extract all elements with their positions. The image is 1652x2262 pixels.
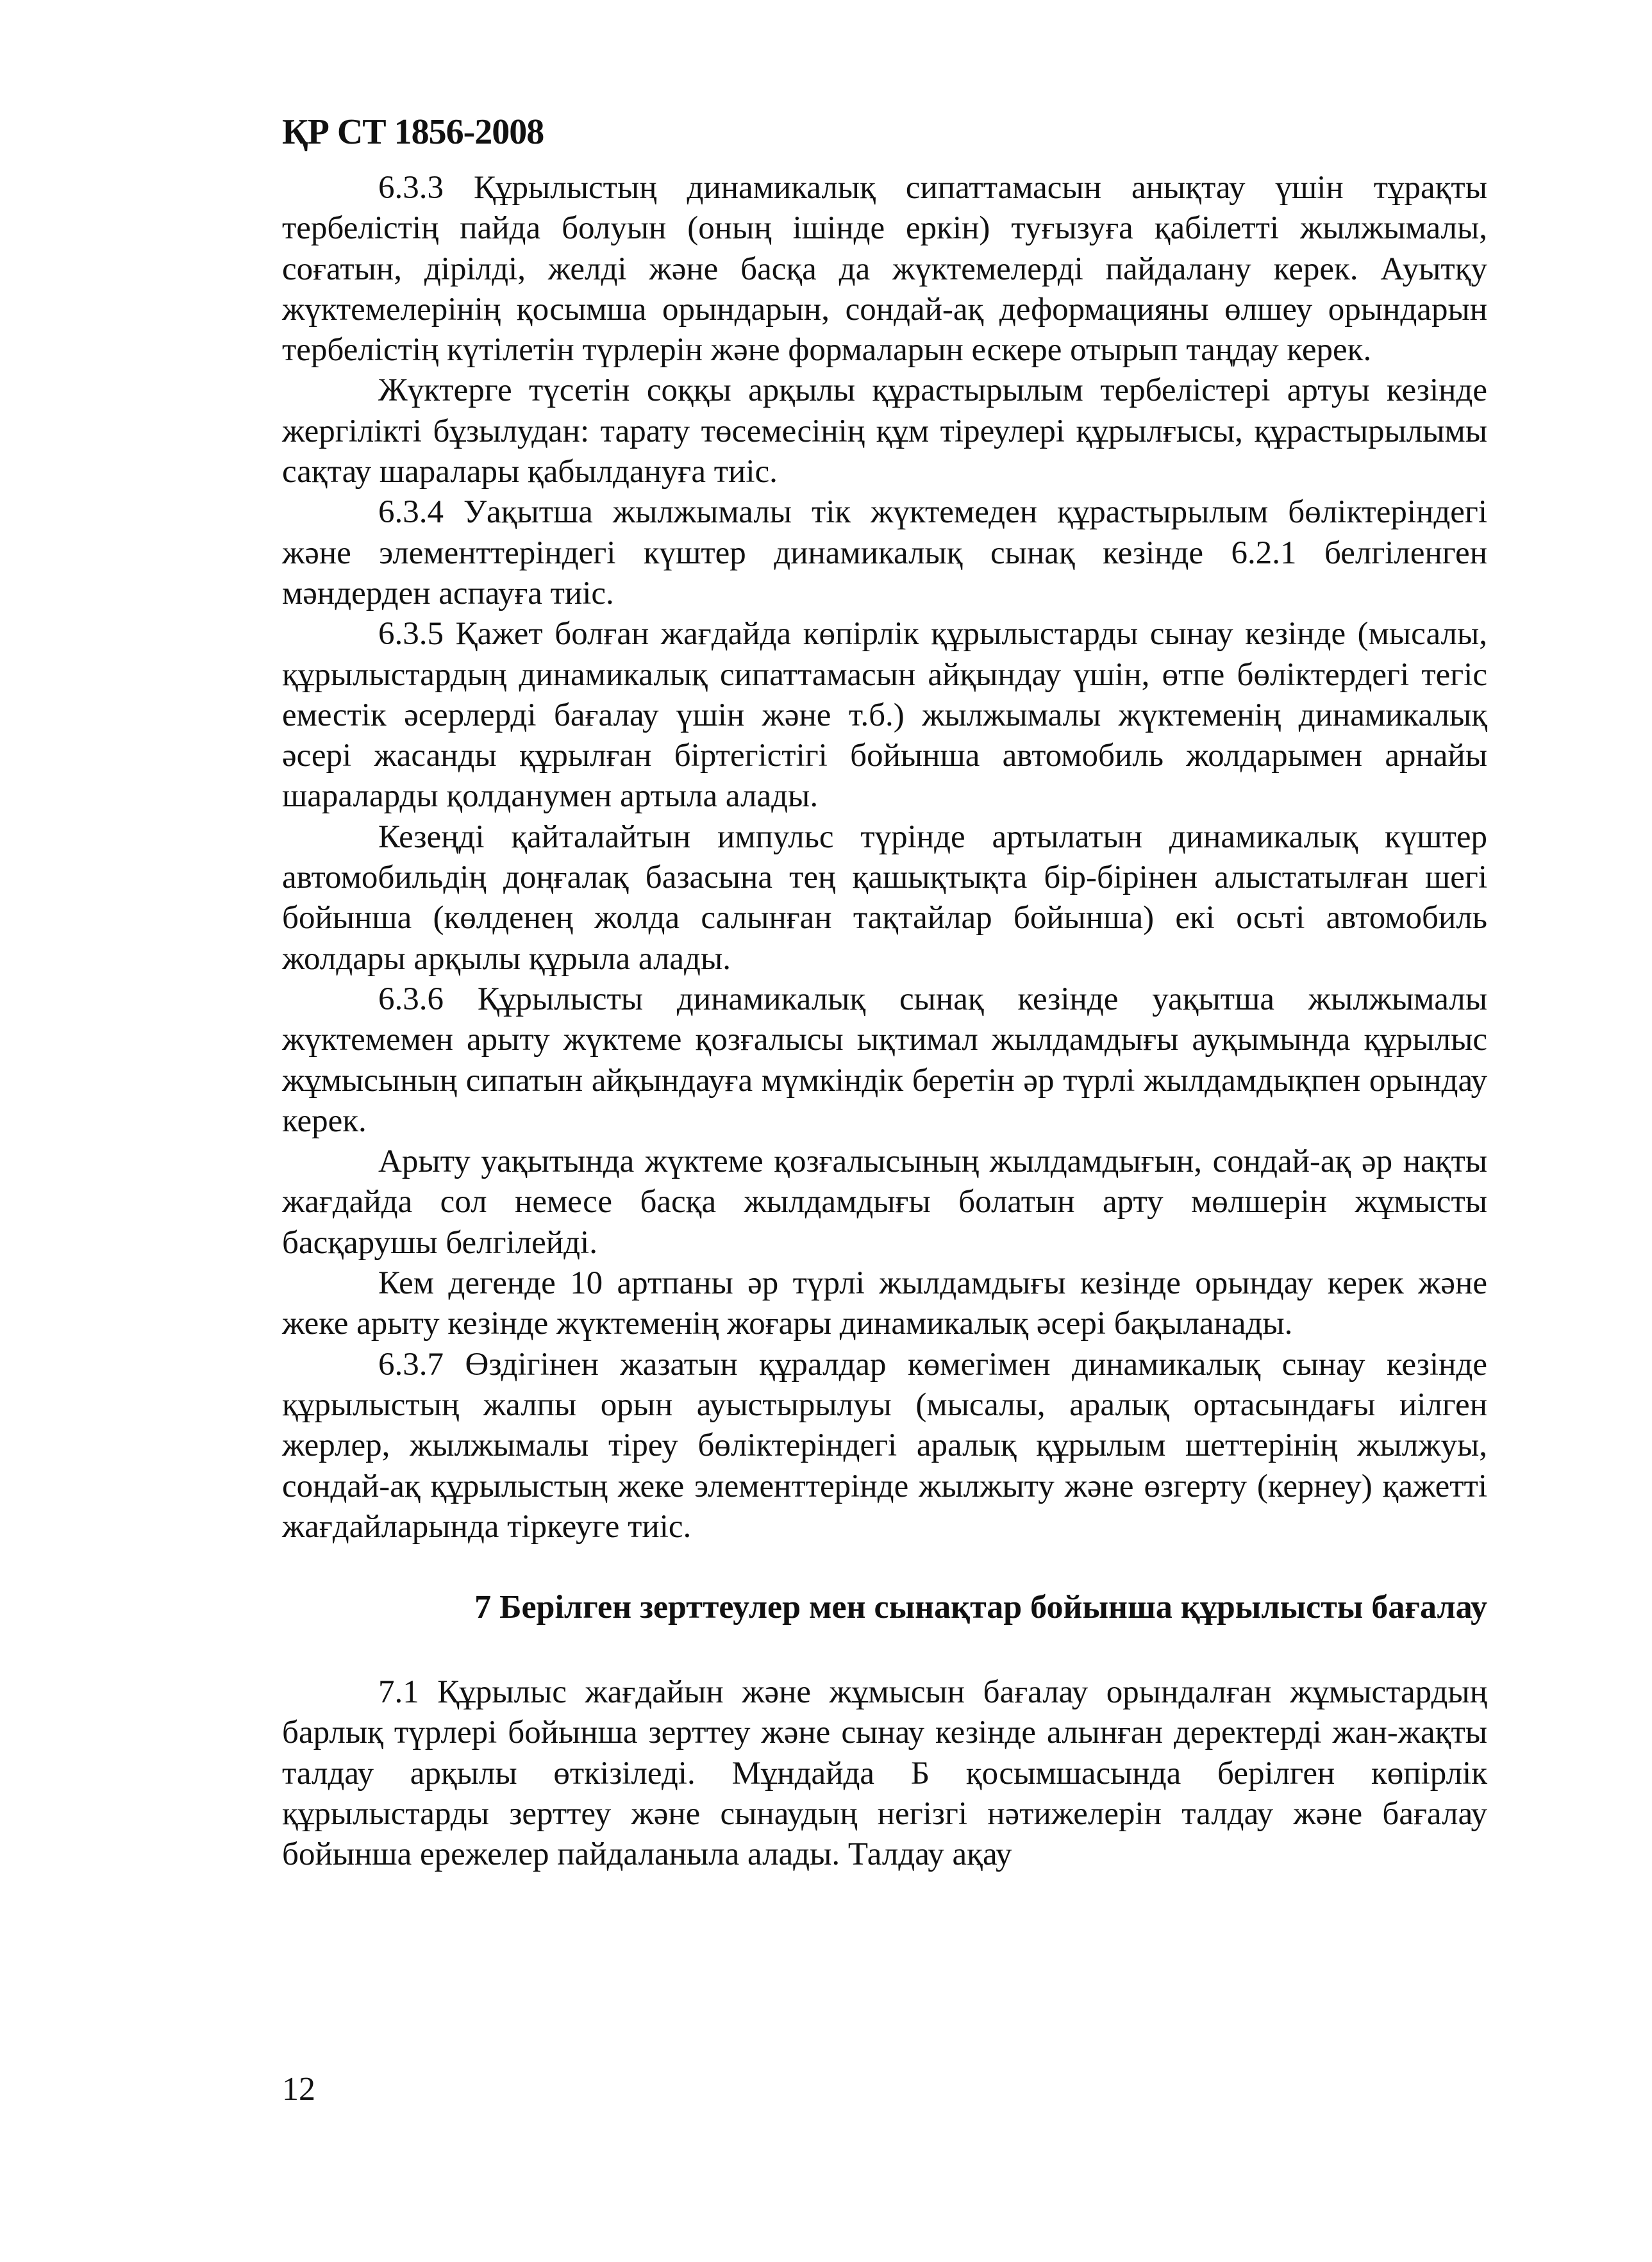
paragraph-6-3-3: 6.3.3 Құрылыстың динамикалық сипаттамасын анықтау үшін тұрақты тербелістің пайда болуын (оның ішінде еркін) туғызуға қабілетті жылжымалы, соғатын, дірілді, желді және басқа да жүктемелерді пайдалану керек. Ауытқу жүктемелерінің қосымша орындарын, сондай-ақ деформацияны өлшеу орындарын тербелістің күтілетін түрлерін және формаларын ескере отырып таңдау керек.: [282, 170, 1487, 369]
paragraph-6-3-7: 6.3.7 Өздігінен жазатын құралдар көмегімен динамикалық сынау кезінде құрылыстың жалпы орын ауыстырылуы (мысалы, аралық ортасындағы иілген жерлер, жылжымалы тіреу бөліктеріндегі аралық құрылым шеттерінің жылжуы, сондай-ақ құрылыстың жеке элементтерінде жылжыту және өзгерту (кернеу) қажетті жағдайларында тіркеуге тиіс.: [282, 1346, 1487, 1545]
paragraph-6-3-5: 6.3.5 Қажет болған жағдайда көпірлік құрылыстарды сынау кезінде (мысалы, құрылыстардың динамикалық сипаттамасын айқындау үшін, өтпе бөліктердегі тегіс еместік әсерлерді бағалау үшін және т.б.) жылжымалы жүктеменің динамикалық әсері жасанды құрылған біртегістігі бойынша автомобиль жолдарымен арнайы шараларды қолданумен артыла алады.: [282, 616, 1487, 815]
paragraph-6-3-6: 6.3.6 Құрылысты динамикалық сынақ кезінде уақытша жылжымалы жүктемемен арыту жүктеме қозғалысы ықтимал жылдамдығы ауқымында құрылыс жұмысының сипатын айқындауға мүмкіндік беретін әр түрлі жылдамдықпен орындау керек.: [282, 981, 1487, 1139]
paragraph-7-1: 7.1 Құрылыс жағдайын және жұмысын бағалау орындалған жұмыстардың барлық түрлері бойынша зерттеу және сынау кезінде алынған деректерді жан-жақты талдау арқылы өткізіледі. Мұндайда Б қосымшасында берілген көпірлік құрылыстарды зерттеу және сынаудың негізгі нәтижелерін талдау және бағалау бойынша ережелер пайдаланыла алады. Талдау ақау: [282, 1674, 1487, 1873]
paragraph-periodic-impulse: Кезеңді қайталайтын импульс түрінде артылатын динамикалық күштер автомобильдің доңғалақ базасына тең қашықтықта бір-бірінен алыстатылған шегі бойынша (көлденең жолда салынған тақтайлар бойынша) екі осьті автомобиль жолдары арқылы құрыла алады.: [282, 819, 1487, 977]
paragraph-6-3-4: 6.3.4 Уақытша жылжымалы тік жүктемеден құрастырылым бөліктеріндегі және элементтеріндегі күштер динамикалық сынақ кезінде 6.2.1 белгіленген мәндерден аспауға тиіс.: [282, 494, 1487, 611]
document-body: [282, 168, 1487, 1875]
paragraph-ten-runs: Кем дегенде 10 артпаны әр түрлі жылдамдығы кезінде орындау керек және жеке арыту кезінде жүктеменің жоғары динамикалық әсері бақыланады.: [282, 1265, 1487, 1342]
paragraph-loading-speed: Арыту уақытында жүктеме қозғалысының жылдамдығын, сондай-ақ әр нақты жағдайда сол немесе басқа жылдамдығы болатын арту мөлшерін жұмысты басқарушы белгілейді.: [282, 1143, 1487, 1261]
paragraph-impact-load: Жүктерге түсетін соққы арқылы құрастырылым тербелістері артуы кезінде жергілікті бұзылудан: тарату төсемесінің құм тіреулері құрылғысы, құрастырылымы сақтау шаралары қабылдануға тиіс.: [282, 372, 1487, 490]
standard-code-header: ҚР СТ 1856-2008: [282, 112, 544, 152]
section-7-heading: 7 Берілген зерттеулер мен сынақтар бойынша құрылысты бағалау: [474, 1589, 1487, 1626]
page-number: 12: [282, 2071, 315, 2108]
